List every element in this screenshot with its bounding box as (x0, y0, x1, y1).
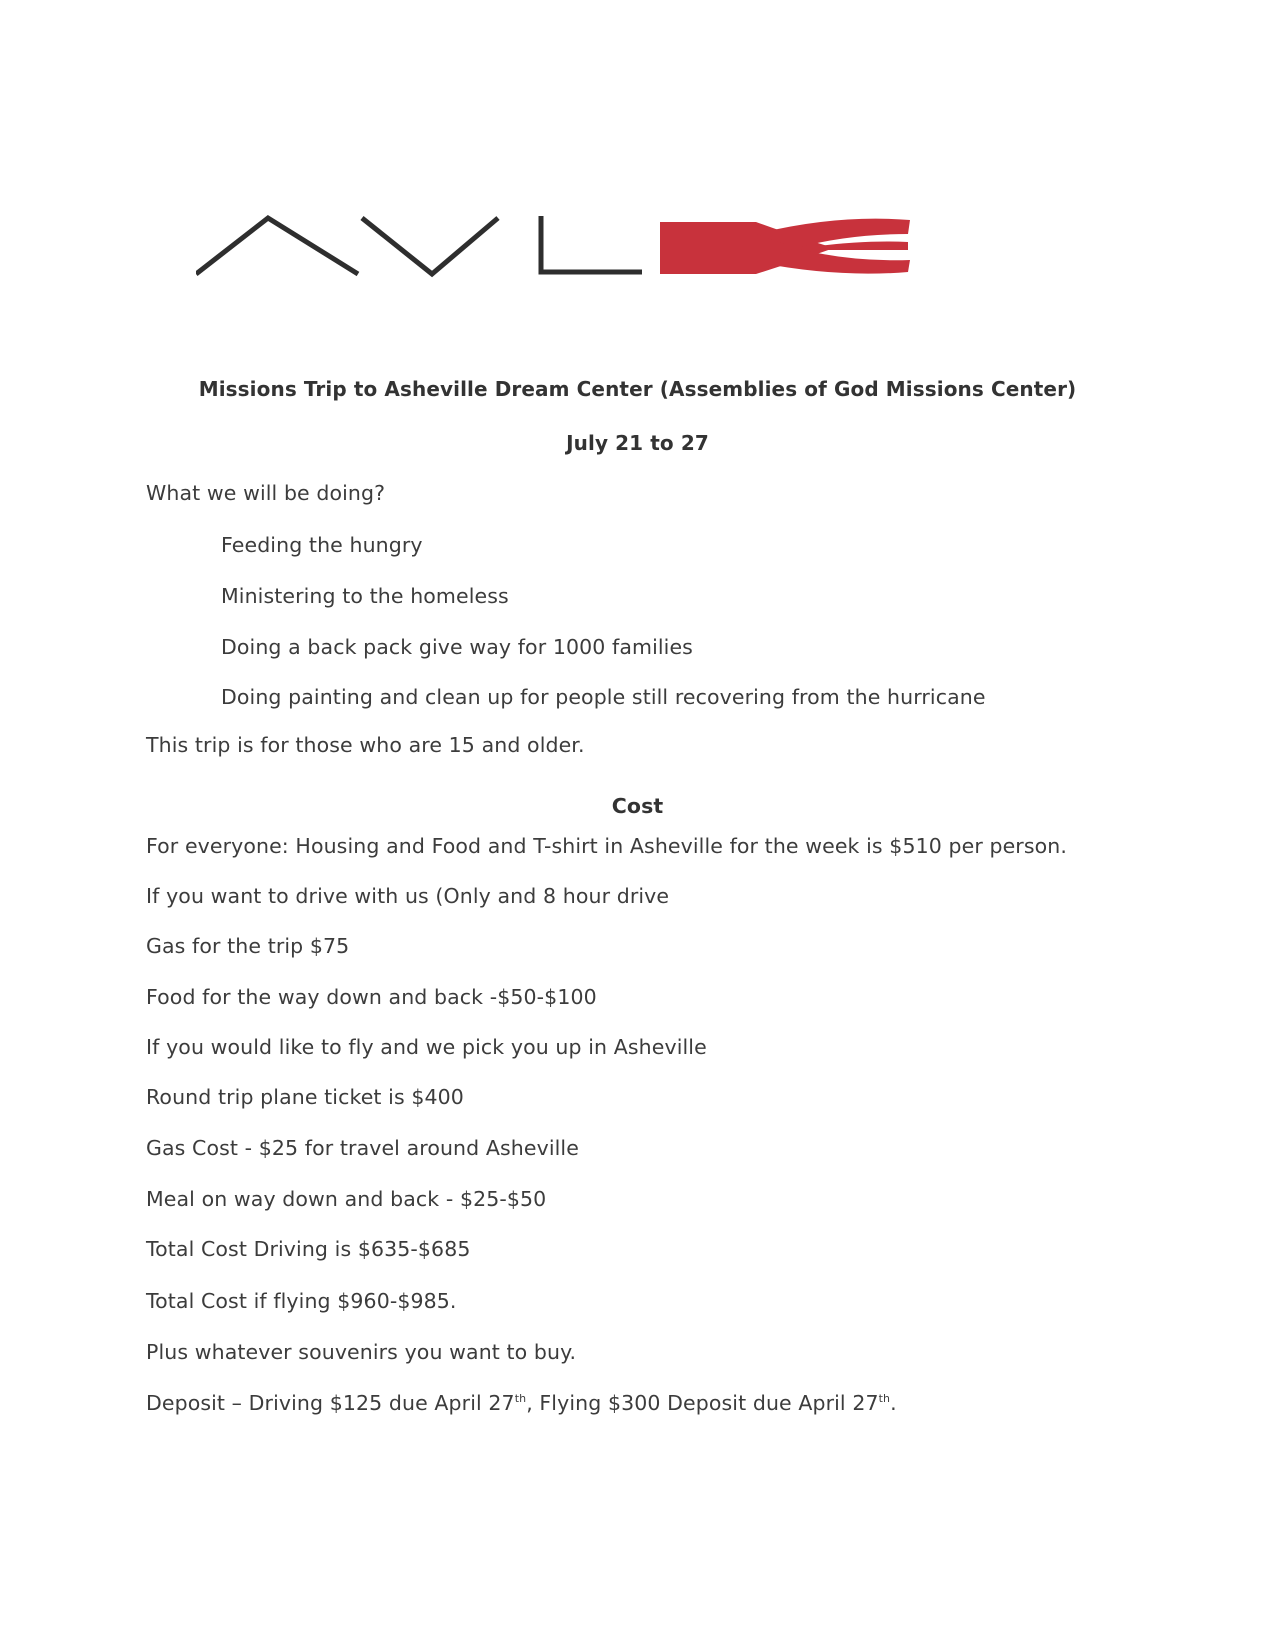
cost-line: If you want to drive with us (Only and 8 hour drive (146, 884, 670, 908)
cost-line: Food for the way down and back -$50-$100 (146, 985, 597, 1009)
cost-line: Plus whatever souvenirs you want to buy. (146, 1340, 577, 1364)
activity-item: Doing a back pack give way for 1000 families (221, 635, 693, 659)
activities-question: What we will be doing? (146, 481, 386, 505)
deposit-line (146, 1391, 897, 1415)
deposit-text: , Flying $300 Deposit due April 27 (526, 1391, 879, 1415)
cost-line: If you would like to fly and we pick you up in Asheville (146, 1035, 707, 1059)
page-title: Missions Trip to Asheville Dream Center (Assemblies of God Missions Center) (198, 377, 1077, 401)
avldc-logo (196, 212, 956, 292)
cost-line: Meal on way down and back - $25-$50 (146, 1187, 547, 1211)
cost-line: For everyone: Housing and Food and T-shirt in Asheville for the week is $510 per person. (146, 834, 1067, 858)
cost-line: Round trip plane ticket is $400 (146, 1085, 464, 1109)
ordinal-suffix: th (514, 1392, 527, 1406)
activity-item: Doing painting and clean up for people still recovering from the hurricane (221, 685, 986, 709)
cost-line: Gas for the trip $75 (146, 934, 350, 958)
activity-item: Feeding the hungry (221, 533, 423, 557)
cost-heading: Cost (611, 794, 664, 818)
logo-letter-l (541, 216, 642, 272)
deposit-text: . (890, 1391, 897, 1415)
activity-item: Ministering to the homeless (221, 584, 509, 608)
logo-letter-v (362, 218, 498, 274)
deposit-text: Deposit – Driving $125 due April 27 (146, 1391, 515, 1415)
logo-dc-mark (660, 219, 910, 274)
logo-letter-a (196, 218, 358, 274)
trip-dates: July 21 to 27 (566, 431, 709, 455)
cost-line: Total Cost if flying $960-$985. (146, 1289, 457, 1313)
ordinal-suffix: th (878, 1392, 891, 1406)
cost-line: Gas Cost - $25 for travel around Asheville (146, 1136, 579, 1160)
age-note: This trip is for those who are 15 and older. (146, 733, 585, 757)
cost-line: Total Cost Driving is $635-$685 (146, 1237, 471, 1261)
